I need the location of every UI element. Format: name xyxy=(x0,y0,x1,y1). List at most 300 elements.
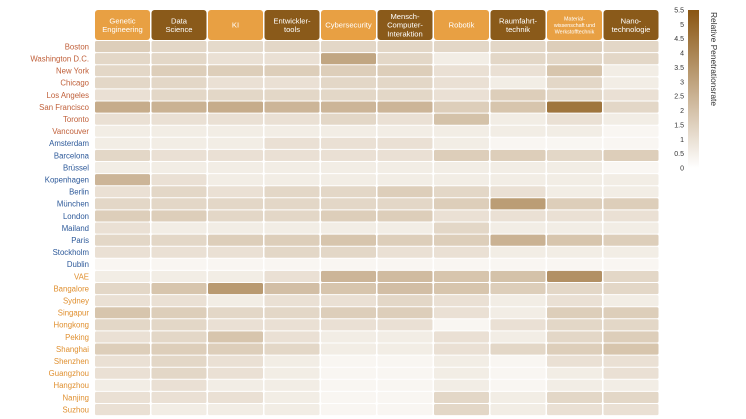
heatmap-cell xyxy=(378,392,433,403)
heatmap-cell xyxy=(265,356,320,367)
heatmap-cell xyxy=(378,186,433,197)
heatmap-cell xyxy=(208,138,263,149)
heatmap-cell xyxy=(208,295,263,306)
heatmap-cell xyxy=(152,77,207,88)
heatmap-cell xyxy=(604,344,659,355)
heatmap-cell xyxy=(434,223,489,234)
heatmap-cell xyxy=(604,356,659,367)
heatmap-cell xyxy=(265,247,320,258)
heatmap-cell xyxy=(265,174,320,185)
heatmap-cell xyxy=(378,259,433,270)
heatmap-cell xyxy=(434,235,489,246)
heatmap-cell xyxy=(547,307,602,318)
heatmap-cell xyxy=(491,404,546,415)
heatmap-cell xyxy=(265,65,320,76)
column-header xyxy=(321,10,376,40)
row-label: Los Angeles xyxy=(46,90,89,100)
heatmap-cell xyxy=(547,295,602,306)
heatmap-cell xyxy=(491,89,546,100)
row-label: Brüssel xyxy=(63,163,89,173)
heatmap-cell xyxy=(208,380,263,391)
heatmap-cell xyxy=(152,41,207,52)
heatmap-cell xyxy=(95,126,150,137)
row-label: Washington D.C. xyxy=(30,54,89,64)
heatmap-cell xyxy=(265,259,320,270)
heatmap-cell xyxy=(434,295,489,306)
heatmap-cell xyxy=(265,295,320,306)
row-label: Berlin xyxy=(69,187,89,197)
heatmap-cell xyxy=(547,356,602,367)
heatmap-cell xyxy=(434,65,489,76)
heatmap-cell xyxy=(434,259,489,270)
heatmap-cell xyxy=(265,368,320,379)
heatmap-cell xyxy=(321,356,376,367)
heatmap-cell xyxy=(604,89,659,100)
heatmap-cell xyxy=(208,210,263,221)
heatmap-cell xyxy=(265,198,320,209)
row-label: Hangzhou xyxy=(53,381,89,391)
heatmap-cell xyxy=(265,344,320,355)
heatmap-cell xyxy=(604,259,659,270)
heatmap-cell xyxy=(491,295,546,306)
column-header xyxy=(152,10,207,40)
heatmap-cell xyxy=(321,404,376,415)
heatmap-cell xyxy=(208,126,263,137)
heatmap-cell xyxy=(152,247,207,258)
heatmap-cell xyxy=(491,344,546,355)
heatmap-cell xyxy=(547,53,602,64)
heatmap-cell xyxy=(547,344,602,355)
heatmap-cell xyxy=(378,198,433,209)
heatmap-cell xyxy=(265,89,320,100)
heatmap-cell xyxy=(434,89,489,100)
heatmap-cell xyxy=(378,138,433,149)
column-header xyxy=(95,10,150,40)
heatmap-cell xyxy=(547,114,602,125)
heatmap-cell xyxy=(152,65,207,76)
heatmap-cell xyxy=(152,331,207,342)
heatmap-cell xyxy=(152,392,207,403)
row-label: Nanjing xyxy=(62,393,89,403)
heatmap-cell xyxy=(95,235,150,246)
heatmap-cell xyxy=(95,138,150,149)
heatmap-cell xyxy=(265,162,320,173)
heatmap-cell xyxy=(604,271,659,282)
heatmap-cell xyxy=(491,65,546,76)
heatmap-cell xyxy=(152,162,207,173)
heatmap-cell xyxy=(208,283,263,294)
heatmap-cell xyxy=(547,186,602,197)
heatmap-cell xyxy=(434,319,489,330)
heatmap-cell xyxy=(95,295,150,306)
heatmap-cell xyxy=(491,368,546,379)
heatmap-cell xyxy=(547,138,602,149)
column-header-label: Material- xyxy=(564,16,585,23)
heatmap-cell xyxy=(491,138,546,149)
row-label: Amsterdam xyxy=(49,139,89,149)
heatmap-cell xyxy=(208,319,263,330)
heatmap-cell xyxy=(95,356,150,367)
heatmap-cell xyxy=(321,331,376,342)
heatmap-cell xyxy=(208,356,263,367)
column-header-label: Data xyxy=(170,16,188,26)
heatmap-cell xyxy=(378,235,433,246)
heatmap-cell xyxy=(208,198,263,209)
heatmap-cell xyxy=(491,186,546,197)
row-label: Chicago xyxy=(60,78,89,88)
heatmap-cell xyxy=(152,210,207,221)
heatmap-cell xyxy=(152,102,207,113)
heatmap-cell xyxy=(208,392,263,403)
heatmap-cell xyxy=(604,41,659,52)
heatmap-cell xyxy=(208,102,263,113)
heatmap-cell xyxy=(152,307,207,318)
heatmap-cell xyxy=(95,162,150,173)
heatmap-cell xyxy=(378,89,433,100)
heatmap-cell xyxy=(152,259,207,270)
heatmap-cell xyxy=(321,210,376,221)
heatmap-cell xyxy=(604,331,659,342)
heatmap-cell xyxy=(95,53,150,64)
heatmap-cell xyxy=(547,404,602,415)
heatmap-cell xyxy=(321,198,376,209)
heatmap-cell xyxy=(547,283,602,294)
heatmap-cell xyxy=(378,283,433,294)
heatmap-cell xyxy=(321,114,376,125)
heatmap-cell xyxy=(491,392,546,403)
heatmap-cell xyxy=(321,259,376,270)
heatmap-cell xyxy=(547,223,602,234)
heatmap-cell xyxy=(321,319,376,330)
row-label: Dublin xyxy=(66,260,89,270)
heatmap-cell xyxy=(604,380,659,391)
heatmap-cell xyxy=(95,102,150,113)
heatmap-cell xyxy=(434,162,489,173)
legend-tick-label: 5 xyxy=(680,21,684,29)
heatmap-cell xyxy=(321,89,376,100)
heatmap-cell xyxy=(434,114,489,125)
heatmap-cell xyxy=(378,380,433,391)
heatmap-cell xyxy=(265,150,320,161)
heatmap-cell xyxy=(321,150,376,161)
heatmap-cell xyxy=(434,77,489,88)
heatmap-cell xyxy=(378,368,433,379)
heatmap-cell xyxy=(152,404,207,415)
heatmap-cell xyxy=(378,319,433,330)
column-header-label: Nano- xyxy=(620,16,642,26)
heatmap-cell xyxy=(434,356,489,367)
heatmap-cell xyxy=(378,247,433,258)
heatmap-cell xyxy=(152,235,207,246)
column-header-label: Werkstofftechnik xyxy=(554,29,595,36)
heatmap-cell xyxy=(208,404,263,415)
row-label: New York xyxy=(56,66,89,76)
heatmap-cell xyxy=(604,174,659,185)
heatmap-cell xyxy=(378,344,433,355)
heatmap-cell xyxy=(604,210,659,221)
heatmap-cell xyxy=(265,404,320,415)
heatmap-cell xyxy=(604,404,659,415)
heatmap-cell xyxy=(208,41,263,52)
heatmap-cell xyxy=(95,307,150,318)
heatmap-cell xyxy=(95,174,150,185)
column-header-label: Interaktion xyxy=(387,29,423,39)
heatmap-cell xyxy=(378,174,433,185)
row-label: VAE xyxy=(73,272,89,282)
heatmap-cell xyxy=(491,307,546,318)
column-header-label: Raumfahrt- xyxy=(499,16,537,26)
heatmap-cell xyxy=(491,174,546,185)
heatmap-cell xyxy=(604,307,659,318)
row-label: Stockholm xyxy=(52,248,89,258)
heatmap-cell xyxy=(152,344,207,355)
row-label: San Francisco xyxy=(39,102,89,112)
row-label: Toronto xyxy=(62,114,89,124)
column-header-label: KI xyxy=(231,20,240,30)
heatmap-cell xyxy=(491,41,546,52)
column-header xyxy=(547,10,602,40)
heatmap-cell xyxy=(491,380,546,391)
heatmap-cell xyxy=(434,102,489,113)
heatmap-cell xyxy=(547,259,602,270)
column-header-label: Engineering xyxy=(102,24,143,34)
legend-title: Relative Penetrationsrate xyxy=(709,12,719,107)
heatmap-cell xyxy=(547,65,602,76)
heatmap-cell xyxy=(547,271,602,282)
heatmap-cell xyxy=(604,235,659,246)
heatmap-cell xyxy=(491,198,546,209)
heatmap-cells xyxy=(95,41,659,415)
heatmap-cell xyxy=(208,344,263,355)
heatmap-cell xyxy=(152,138,207,149)
heatmap-cell xyxy=(265,41,320,52)
heatmap-cell xyxy=(378,223,433,234)
column-header-label: wissenschaft und xyxy=(553,22,596,29)
heatmap-cell xyxy=(208,162,263,173)
heatmap-cell xyxy=(152,53,207,64)
row-label: München xyxy=(56,199,89,209)
heatmap-cell xyxy=(547,331,602,342)
heatmap-cell xyxy=(434,174,489,185)
heatmap-cell xyxy=(378,295,433,306)
row-label: Guangzhou xyxy=(48,369,89,379)
heatmap-cell xyxy=(265,307,320,318)
legend-tick-label: 0.5 xyxy=(674,151,684,159)
heatmap-cell xyxy=(604,102,659,113)
heatmap-cell xyxy=(95,331,150,342)
heatmap-cell xyxy=(152,174,207,185)
heatmap-cell xyxy=(208,307,263,318)
heatmap-cell xyxy=(321,53,376,64)
heatmap-cell xyxy=(491,247,546,258)
row-label: Shenzhen xyxy=(53,356,89,366)
heatmap-cell xyxy=(95,247,150,258)
row-label: Mailand xyxy=(61,223,89,233)
heatmap-cell xyxy=(321,392,376,403)
heatmap-cell xyxy=(95,77,150,88)
heatmap-cell xyxy=(434,368,489,379)
heatmap-cell xyxy=(378,77,433,88)
heatmap-cell xyxy=(152,186,207,197)
column-header-label: technologie xyxy=(611,24,651,34)
heatmap-cell xyxy=(604,319,659,330)
heatmap-cell xyxy=(547,126,602,137)
heatmap-cell xyxy=(321,126,376,137)
heatmap-cell xyxy=(95,150,150,161)
heatmap-cell xyxy=(491,126,546,137)
heatmap-cell xyxy=(604,138,659,149)
heatmap-cell xyxy=(208,247,263,258)
heatmap-cell xyxy=(491,102,546,113)
heatmap-cell xyxy=(547,162,602,173)
heatmap-cell xyxy=(208,77,263,88)
heatmap-cell xyxy=(434,150,489,161)
heatmap-cell xyxy=(547,89,602,100)
heatmap-cell xyxy=(604,368,659,379)
heatmap-cell xyxy=(434,186,489,197)
row-label: Peking xyxy=(65,332,89,342)
heatmap-cell xyxy=(152,356,207,367)
legend-color-bar xyxy=(688,10,699,168)
heatmap-cell xyxy=(321,235,376,246)
heatmap-cell xyxy=(152,271,207,282)
column-header-label: Genetic xyxy=(109,16,136,26)
heatmap-cell xyxy=(604,392,659,403)
column-header-label: Robotik xyxy=(448,20,475,30)
heatmap-cell xyxy=(434,126,489,137)
row-label: Kopenhagen xyxy=(44,175,89,185)
heatmap-cell xyxy=(604,77,659,88)
heatmap-cell xyxy=(152,368,207,379)
heatmap-cell xyxy=(208,223,263,234)
heatmap-cell xyxy=(152,319,207,330)
heatmap-cell xyxy=(491,319,546,330)
heatmap-cell xyxy=(604,198,659,209)
column-header-label: Mensch- xyxy=(390,12,420,22)
column-headers xyxy=(95,10,659,40)
heatmap-cell xyxy=(434,392,489,403)
heatmap-cell xyxy=(434,404,489,415)
column-header xyxy=(378,10,433,40)
legend-tick-label: 3.5 xyxy=(674,64,684,72)
heatmap-cell xyxy=(604,295,659,306)
heatmap-cell xyxy=(265,114,320,125)
heatmap-cell xyxy=(208,331,263,342)
heatmap-cell xyxy=(547,380,602,391)
heatmap-cell xyxy=(604,150,659,161)
heatmap-cell xyxy=(378,126,433,137)
heatmap-cell xyxy=(434,41,489,52)
heatmap-cell xyxy=(547,150,602,161)
heatmap-cell xyxy=(378,210,433,221)
heatmap-cell xyxy=(604,247,659,258)
heatmap-cell xyxy=(434,283,489,294)
heatmap-cell xyxy=(321,380,376,391)
heatmap-cell xyxy=(265,186,320,197)
heatmap-cell xyxy=(491,150,546,161)
heatmap-cell xyxy=(95,210,150,221)
heatmap-cell xyxy=(208,53,263,64)
heatmap-cell xyxy=(604,126,659,137)
heatmap-cell xyxy=(378,162,433,173)
heatmap-cell xyxy=(208,235,263,246)
heatmap-cell xyxy=(265,331,320,342)
heatmap-cell xyxy=(604,283,659,294)
row-label: Boston xyxy=(64,42,89,52)
legend-tick-label: 1.5 xyxy=(674,122,684,130)
legend-tick-label: 3 xyxy=(680,79,684,87)
column-header xyxy=(208,10,263,40)
column-header xyxy=(434,10,489,40)
heatmap-cell xyxy=(321,186,376,197)
heatmap-cell xyxy=(265,102,320,113)
heatmap-cell xyxy=(321,368,376,379)
heatmap-cell xyxy=(321,307,376,318)
heatmap-cell xyxy=(265,380,320,391)
heatmap-cell xyxy=(378,41,433,52)
heatmap-cell xyxy=(434,247,489,258)
heatmap-cell xyxy=(434,198,489,209)
heatmap-cell xyxy=(378,114,433,125)
heatmap-cell xyxy=(321,162,376,173)
heatmap-cell xyxy=(378,53,433,64)
heatmap-cell xyxy=(152,126,207,137)
heatmap-cell xyxy=(378,307,433,318)
heatmap-cell xyxy=(265,138,320,149)
heatmap-cell xyxy=(321,41,376,52)
row-label: Sydney xyxy=(62,296,89,306)
heatmap-cell xyxy=(152,114,207,125)
row-label: Paris xyxy=(71,235,89,245)
heatmap-cell xyxy=(491,210,546,221)
heatmap-cell xyxy=(95,404,150,415)
row-label: Hongkong xyxy=(53,320,89,330)
heatmap-cell xyxy=(208,174,263,185)
column-header-label: technik xyxy=(505,24,531,34)
column-header xyxy=(604,10,659,40)
heatmap-cell xyxy=(547,368,602,379)
heatmap-cell xyxy=(265,210,320,221)
legend-tick-label: 5.5 xyxy=(674,7,684,15)
heatmap-cell xyxy=(95,259,150,270)
row-label: Bangalore xyxy=(53,284,89,294)
heatmap-cell xyxy=(491,356,546,367)
heatmap-cell xyxy=(265,77,320,88)
heatmap-cell xyxy=(491,162,546,173)
heatmap-cell xyxy=(265,223,320,234)
heatmap-cell xyxy=(547,77,602,88)
heatmap-cell xyxy=(265,283,320,294)
legend xyxy=(674,8,719,173)
heatmap-cell xyxy=(321,174,376,185)
row-label: Singapur xyxy=(57,308,89,318)
heatmap-cell xyxy=(378,271,433,282)
heatmap-cell xyxy=(378,356,433,367)
heatmap-cell xyxy=(321,247,376,258)
column-header xyxy=(265,10,320,40)
heatmap-cell xyxy=(265,126,320,137)
heatmap-cell xyxy=(152,295,207,306)
heatmap-cell xyxy=(491,235,546,246)
heatmap-cell xyxy=(208,271,263,282)
heatmap-cell xyxy=(604,65,659,76)
heatmap-cell xyxy=(434,271,489,282)
heatmap-cell xyxy=(208,186,263,197)
heatmap-cell xyxy=(95,198,150,209)
legend-tick-label: 2.5 xyxy=(674,93,684,101)
heatmap-cell xyxy=(434,331,489,342)
heatmap-cell xyxy=(208,368,263,379)
